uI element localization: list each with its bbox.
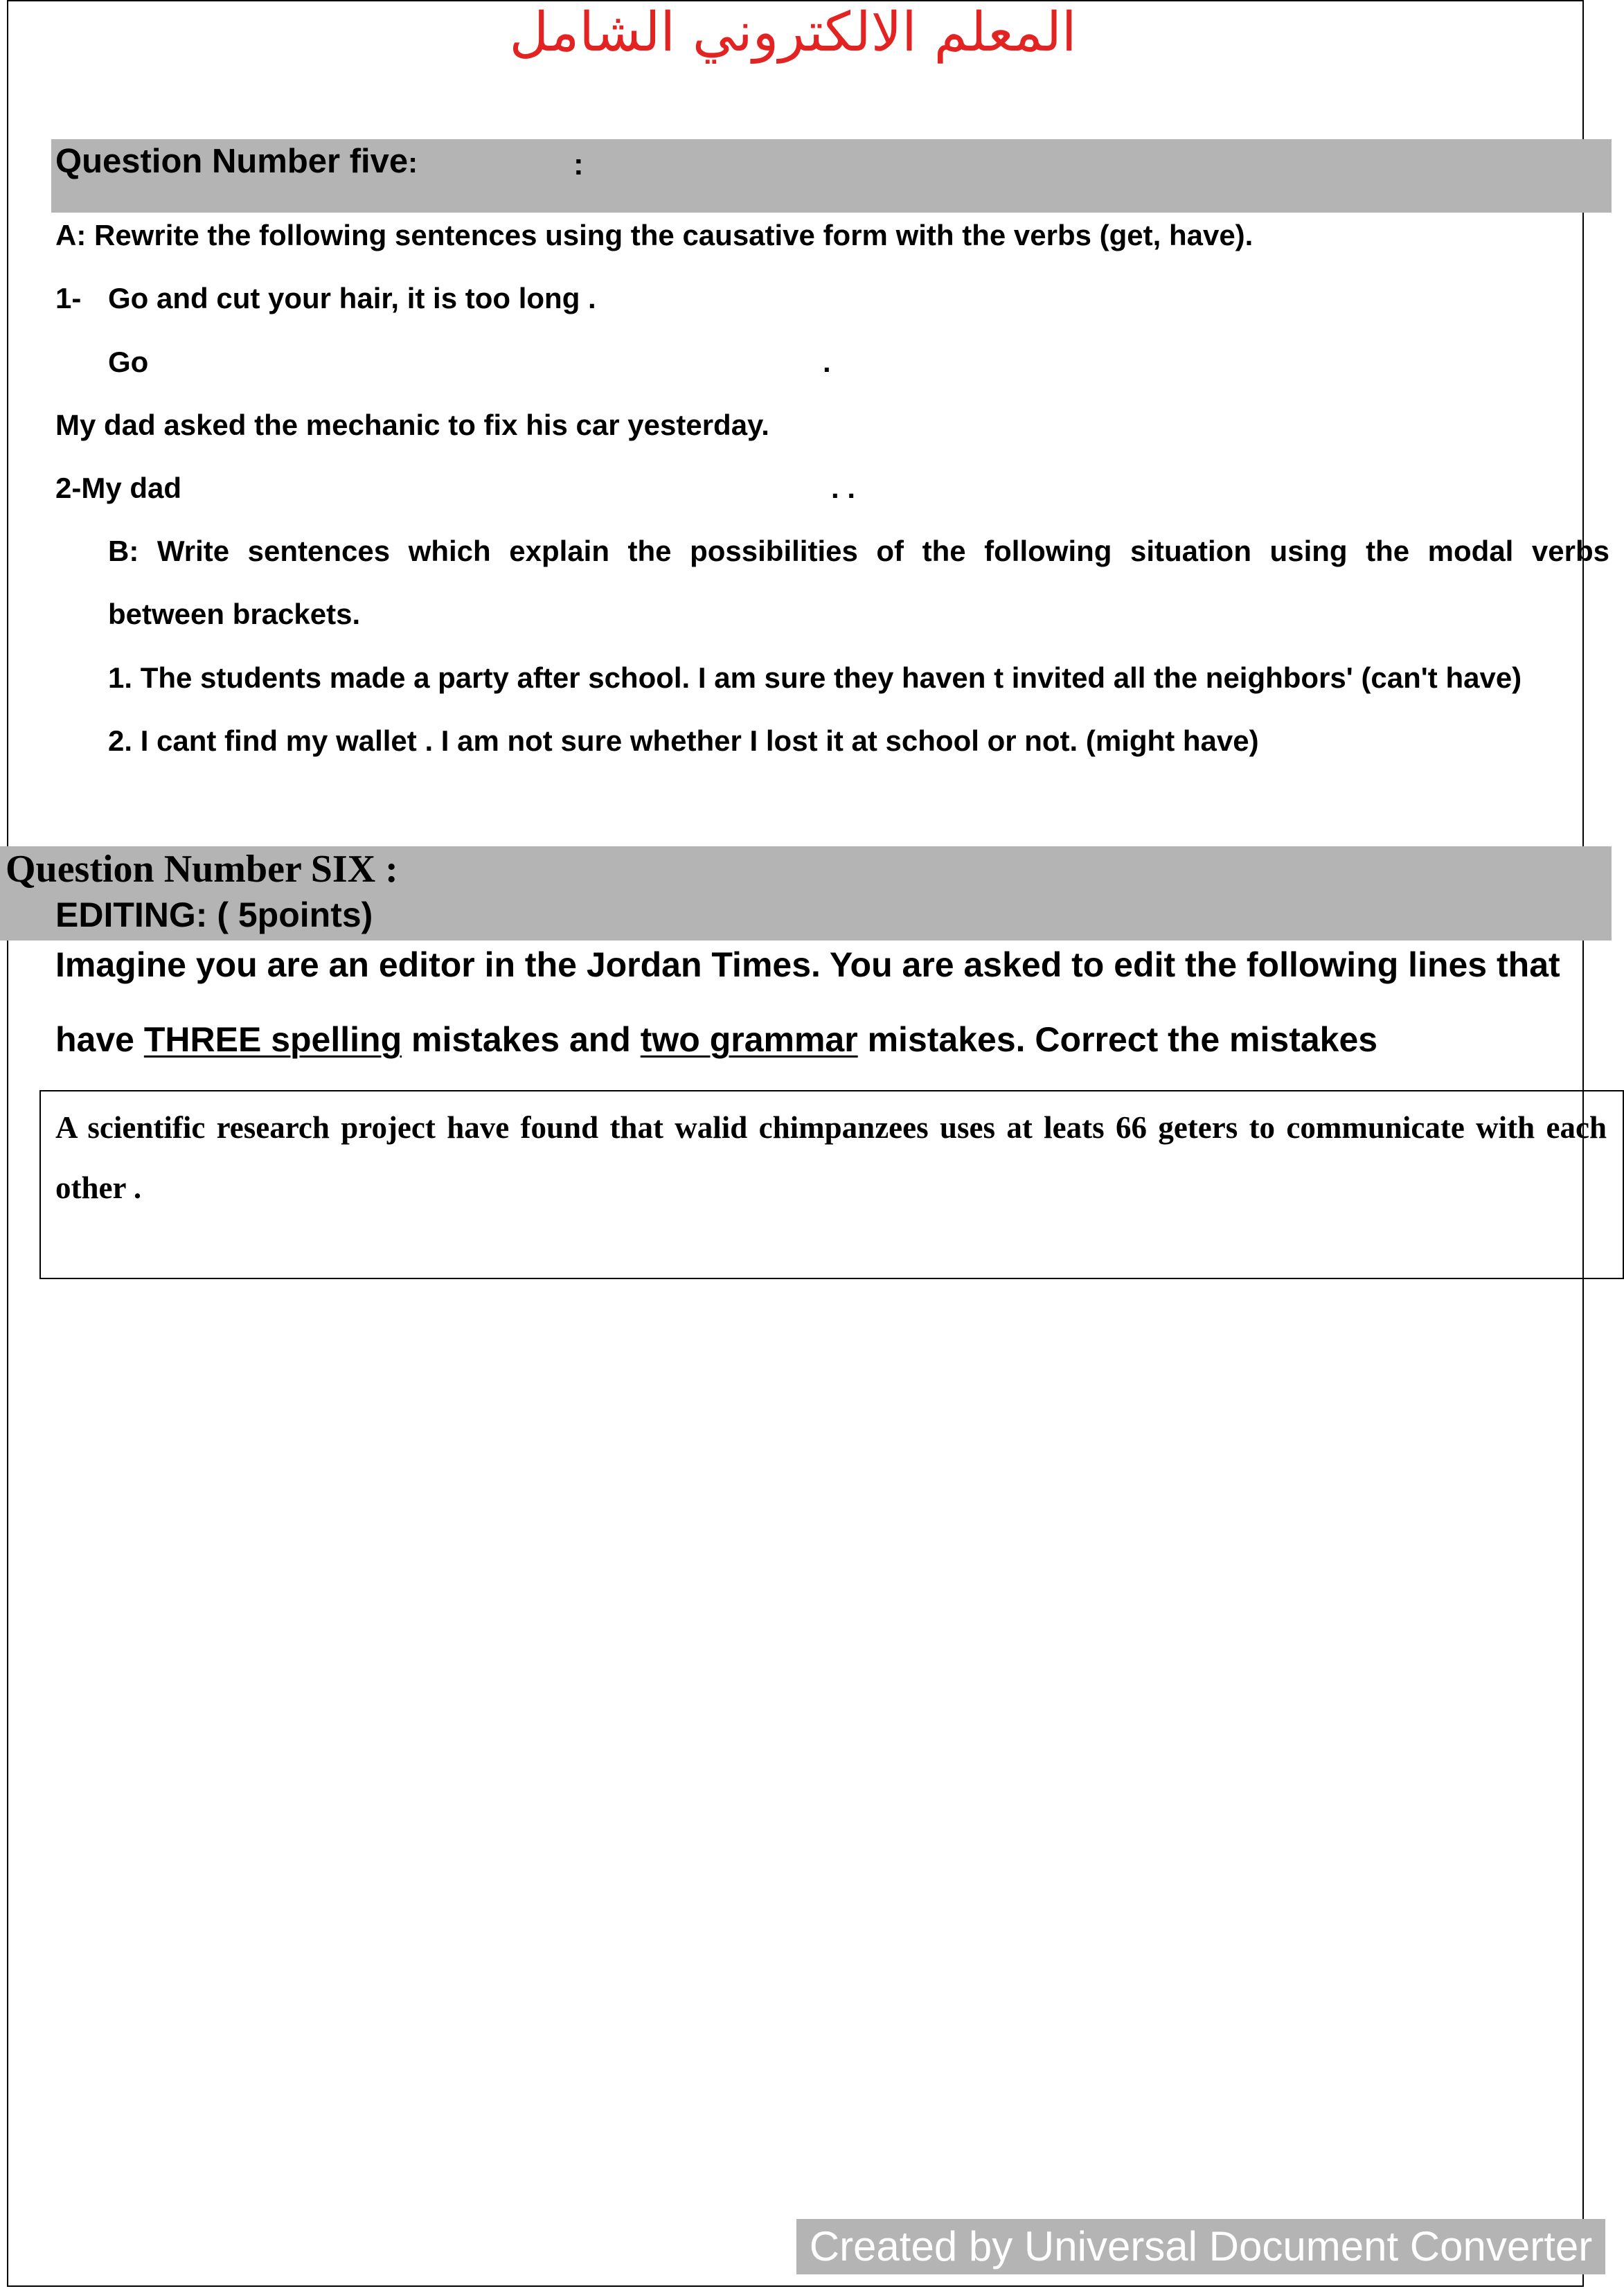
item2-answer-start: 2-My dad — [55, 472, 182, 504]
header-title: المعلم الالكتروني الشامل — [509, 1, 1077, 64]
item1-number: 1- — [55, 282, 82, 314]
instruction-suffix: mistakes. Correct the mistakes — [857, 1020, 1378, 1059]
instruction-grammar: two grammar — [640, 1020, 858, 1059]
question6-title: Question Number SIX : — [6, 848, 398, 891]
editing-passage: A scientific research project have found that walid chimpanzees uses at leats 66 geters to communicate with each other . — [55, 1110, 1607, 1205]
item1-sentence: Go and cut your hair, it is too long . — [108, 282, 596, 314]
part-b-instruction-cont: between brackets. — [108, 598, 361, 630]
footer-watermark: Created by Universal Document Converter — [796, 2219, 1605, 2274]
part-b-instruction: B: Write sentences which explain the possibilities of the following situation using the modal verbs — [108, 535, 1609, 567]
editing-instruction-line2 — [55, 1019, 1377, 1060]
question5-extra-colon: : — [573, 148, 584, 181]
item2-prompt: My dad asked the mechanic to fix his car yesterday. — [55, 409, 769, 441]
question5-title-colon: : — [408, 146, 418, 179]
instruction-middle: mistakes and — [402, 1020, 641, 1059]
item2-answer-end: . . — [831, 472, 856, 504]
instruction-spelling: THREE spelling — [143, 1020, 402, 1059]
modal-sentence-1: 1. The students made a party after school. I am sure they haven t invited all the neighbors' (can't have) — [108, 661, 1522, 694]
editing-label: EDITING: ( 5points) — [55, 895, 373, 934]
editing-instruction-line1: Imagine you are an editor in the Jordan Times. You are asked to edit the following lines that — [55, 945, 1560, 984]
question5-title-text: Question Number five — [55, 143, 409, 180]
item1-answer-start: Go — [108, 346, 149, 378]
modal-sentence-2: 2. I cant find my wallet . I am not sure whether I lost it at school or not. (might have) — [108, 724, 1259, 757]
instruction-prefix: have — [55, 1020, 144, 1059]
item1-answer-end: . — [823, 346, 831, 378]
question5-title — [55, 142, 418, 181]
part-a-instruction: A: Rewrite the following sentences using the causative form with the verbs (get, have). — [55, 219, 1253, 251]
